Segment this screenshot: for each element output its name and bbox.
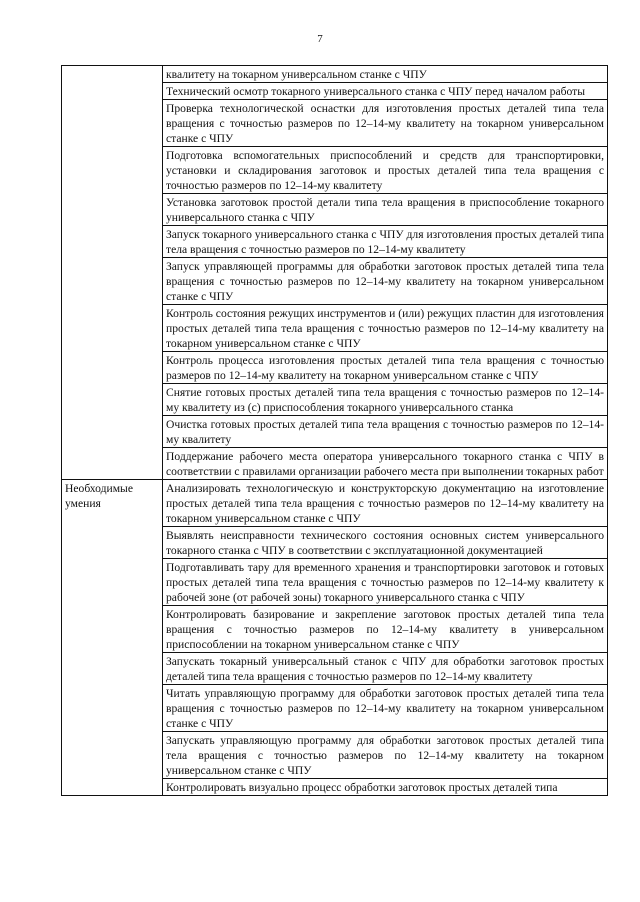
table-cell: Читать управляющую программу для обработки заготовок простых деталей типа тела вращения с точностью размеров по 12–14-му квалитету на токарном универсальном станке с ЧПУ	[163, 685, 608, 732]
table-cell: Контроль состояния режущих инструментов и (или) режущих пластин для изготовления простых деталей типа тела вращения с точностью размеров по 12–14-му квалитету на токарном универсальном станке с ЧПУ	[163, 305, 608, 352]
table-cell: Запуск управляющей программы для обработки заготовок простых деталей типа тела вращения с точностью размеров по 12–14-му квалитету на токарном универсальном станке с ЧПУ	[163, 258, 608, 305]
table-cell: Контроль процесса изготовления простых деталей типа тела вращения с точностью размеров по 12–14-му квалитету на токарном универсальном станке с ЧПУ	[163, 352, 608, 384]
table-row	[62, 480, 608, 527]
table-cell: Поддержание рабочего места оператора универсального токарного станка с ЧПУ в соответствии с правилами организации рабочего места при выполнении токарных работ	[163, 448, 608, 480]
table-cell: Подготовка вспомогательных приспособлений и средств для транспортировки, установки и складирования заготовок и простых деталей типа тела вращения с точностью размеров по 12–14-му квалитету	[163, 147, 608, 194]
table-cell: Запускать токарный универсальный станок с ЧПУ для обработки заготовок простых деталей типа тела вращения с точностью размеров по 12–14-му квалитету	[163, 653, 608, 685]
table-cell: Снятие готовых простых деталей типа тела вращения с точностью размеров по 12–14-му квалитету из (с) приспособления токарного универсального станка	[163, 384, 608, 416]
table-cell: Установка заготовок простой детали типа тела вращения в приспособление токарного универсального станка с ЧПУ	[163, 194, 608, 226]
table-cell: Проверка технологической оснастки для изготовления простых деталей типа тела вращения с точностью размеров по 12–14-му квалитету на токарном универсальном станке с ЧПУ	[163, 100, 608, 147]
requirements-table	[61, 65, 608, 796]
section-label-labor-actions	[62, 66, 163, 480]
table-cell: Запускать управляющую программу для обработки заготовок простых деталей типа тела вращения с точностью размеров по 12–14-му квалитету на токарном универсальном станке с ЧПУ	[163, 732, 608, 779]
table-cell: Контролировать базирование и закрепление заготовок простых деталей типа тела вращения с точностью размеров по 12–14-му квалитету в универсальном приспособлении на токарном универсальном станке с ЧПУ	[163, 606, 608, 653]
table-cell: Очистка готовых простых деталей типа тела вращения с точностью размеров по 12–14-му квалитету	[163, 416, 608, 448]
table-cell: Подготавливать тару для временного хранения и транспортировки заготовок и готовых простых деталей типа тела вращения с точностью размеров по 12–14-му квалитету к рабочей зоне (от рабочей зоны) токарного универсального станка с ЧПУ	[163, 559, 608, 606]
table-cell: Контролировать визуально процесс обработки заготовок простых деталей типа	[163, 779, 608, 796]
table-cell: Запуск токарного универсального станка с ЧПУ для изготовления простых деталей типа тела вращения с точностью размеров по 12–14-му квалитету	[163, 226, 608, 258]
page-number: 7	[317, 33, 323, 45]
table-cell: Выявлять неисправности технического состояния основных систем универсального токарного станка с ЧПУ в соответствии с эксплуатационной документацией	[163, 527, 608, 559]
section-label-required-skills: Необходимые умения	[62, 480, 163, 796]
table-cell: Технический осмотр токарного универсального станка с ЧПУ перед началом работы	[163, 83, 608, 100]
table-cell: квалитету на токарном универсальном станке с ЧПУ	[163, 66, 608, 83]
table-row	[62, 66, 608, 83]
table-cell: Анализировать технологическую и конструкторскую документацию на изготовление простых деталей типа тела вращения с точностью размеров по 12–14-му квалитету на токарном универсальном станке с ЧПУ	[163, 480, 608, 527]
